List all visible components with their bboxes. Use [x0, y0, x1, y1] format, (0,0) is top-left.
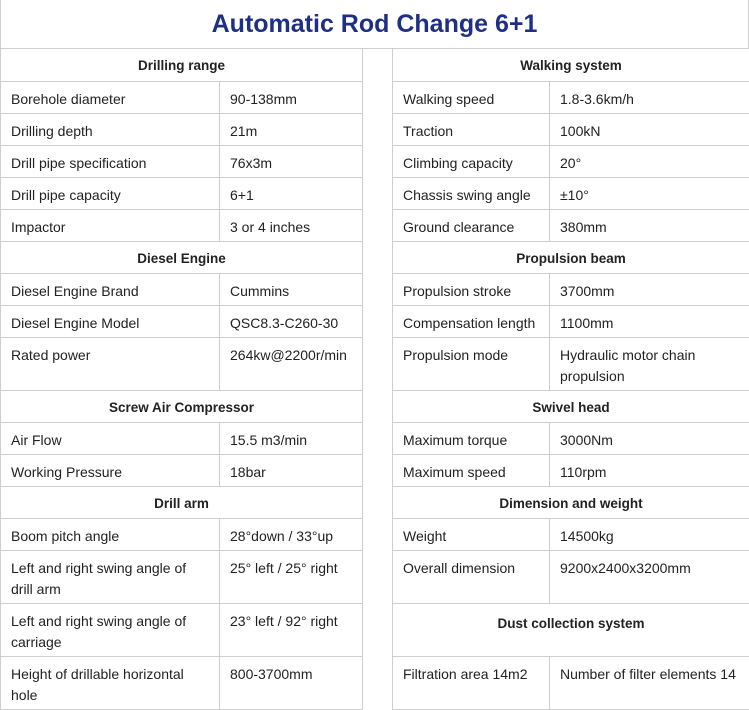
spec-label: Ground clearance: [393, 210, 550, 242]
spec-label: Height of drillable horizontal hole: [1, 657, 220, 710]
section-header-drill-arm: Drill arm: [1, 487, 363, 519]
spec-value: 25° left / 25° right: [220, 551, 363, 604]
spec-label: Borehole diameter: [1, 82, 220, 114]
spec-label: Diesel Engine Model: [1, 306, 220, 338]
spec-label: Drill pipe specification: [1, 146, 220, 178]
table-row: [393, 455, 749, 487]
table-row: [393, 82, 749, 114]
spec-label: Working Pressure: [1, 455, 220, 487]
spec-label: Air Flow: [1, 423, 220, 455]
spec-label: Drill pipe capacity: [1, 178, 220, 210]
spec-value: 1100mm: [550, 306, 749, 338]
spec-value: Hydraulic motor chain propulsion: [550, 338, 749, 391]
spec-label: Rated power: [1, 338, 220, 391]
section-header-screw-air-compressor: Screw Air Compressor: [1, 391, 363, 423]
spec-value: 15.5 m3/min: [220, 423, 363, 455]
table-gap: [362, 48, 392, 709]
table-row: [393, 178, 749, 210]
spec-value: 23° left / 92° right: [220, 604, 363, 657]
table-row: [393, 306, 749, 338]
section-header-dust-collection: Dust collection system: [393, 604, 749, 657]
spec-value: 3 or 4 inches: [220, 210, 363, 242]
table-row: [1, 178, 363, 210]
spec-label: Walking speed: [393, 82, 550, 114]
table-row: [393, 338, 749, 391]
spec-value: 800-3700mm: [220, 657, 363, 710]
table-row: [1, 146, 363, 178]
section-header-diesel-engine: Diesel Engine: [1, 242, 363, 274]
spec-label: Maximum torque: [393, 423, 550, 455]
table-row: [393, 274, 749, 306]
table-row: [393, 210, 749, 242]
spec-label: Chassis swing angle: [393, 178, 550, 210]
spec-value: ±10°: [550, 178, 749, 210]
spec-value: 9200x2400x3200mm: [550, 551, 749, 604]
table-row: [1, 210, 363, 242]
spec-value: 14500kg: [550, 519, 749, 551]
spec-value: 20°: [550, 146, 749, 178]
spec-label: Propulsion stroke: [393, 274, 550, 306]
table-row: [393, 114, 749, 146]
spec-label: Climbing capacity: [393, 146, 550, 178]
spec-value: Number of filter elements 14: [550, 657, 749, 710]
section-header-drilling-range: Drilling range: [1, 49, 363, 82]
spec-value: QSC8.3-C260-30: [220, 306, 363, 338]
page-title: Automatic Rod Change 6+1: [0, 0, 749, 48]
spec-value: 76x3m: [220, 146, 363, 178]
spec-label: Weight: [393, 519, 550, 551]
table-row: [393, 423, 749, 455]
spec-label: Maximum speed: [393, 455, 550, 487]
table-row: [1, 657, 363, 710]
spec-label: Diesel Engine Brand: [1, 274, 220, 306]
spec-label: Overall dimension: [393, 551, 550, 604]
spec-label: Compensation length: [393, 306, 550, 338]
spec-value: 264kw@2200r/min: [220, 338, 363, 391]
spec-value: 3000Nm: [550, 423, 749, 455]
table-row: [393, 657, 749, 710]
spec-label: Boom pitch angle: [1, 519, 220, 551]
spec-label: Left and right swing angle of drill arm: [1, 551, 220, 604]
table-row: [1, 604, 363, 657]
table-row: [1, 519, 363, 551]
table-row: [1, 338, 363, 391]
left-spec-table: [0, 48, 363, 710]
table-row: [393, 146, 749, 178]
spec-value: 6+1: [220, 178, 363, 210]
spec-value: Cummins: [220, 274, 363, 306]
table-row: [1, 114, 363, 146]
spec-value: 1.8-3.6km/h: [550, 82, 749, 114]
spec-value: 110rpm: [550, 455, 749, 487]
table-row: [1, 82, 363, 114]
spec-value: 380mm: [550, 210, 749, 242]
table-row: [1, 306, 363, 338]
spec-label: Drilling depth: [1, 114, 220, 146]
table-row: [1, 423, 363, 455]
spec-label: Traction: [393, 114, 550, 146]
table-row: [1, 551, 363, 604]
spec-value: 90-138mm: [220, 82, 363, 114]
spec-value: 21m: [220, 114, 363, 146]
table-row: [1, 455, 363, 487]
spec-value: 28°down / 33°up: [220, 519, 363, 551]
section-header-propulsion-beam: Propulsion beam: [393, 242, 749, 274]
spec-label: Impactor: [1, 210, 220, 242]
table-row: [393, 551, 749, 604]
spec-label: Filtration area 14m2: [393, 657, 550, 710]
table-row: [1, 274, 363, 306]
spec-label: Left and right swing angle of carriage: [1, 604, 220, 657]
spec-value: 100kN: [550, 114, 749, 146]
spec-value: 3700mm: [550, 274, 749, 306]
spec-value: 18bar: [220, 455, 363, 487]
spec-label: Propulsion mode: [393, 338, 550, 391]
table-row: [393, 519, 749, 551]
section-header-swivel-head: Swivel head: [393, 391, 749, 423]
section-header-dimension-weight: Dimension and weight: [393, 487, 749, 519]
right-spec-table: [392, 48, 749, 710]
section-header-walking-system: Walking system: [393, 49, 749, 82]
